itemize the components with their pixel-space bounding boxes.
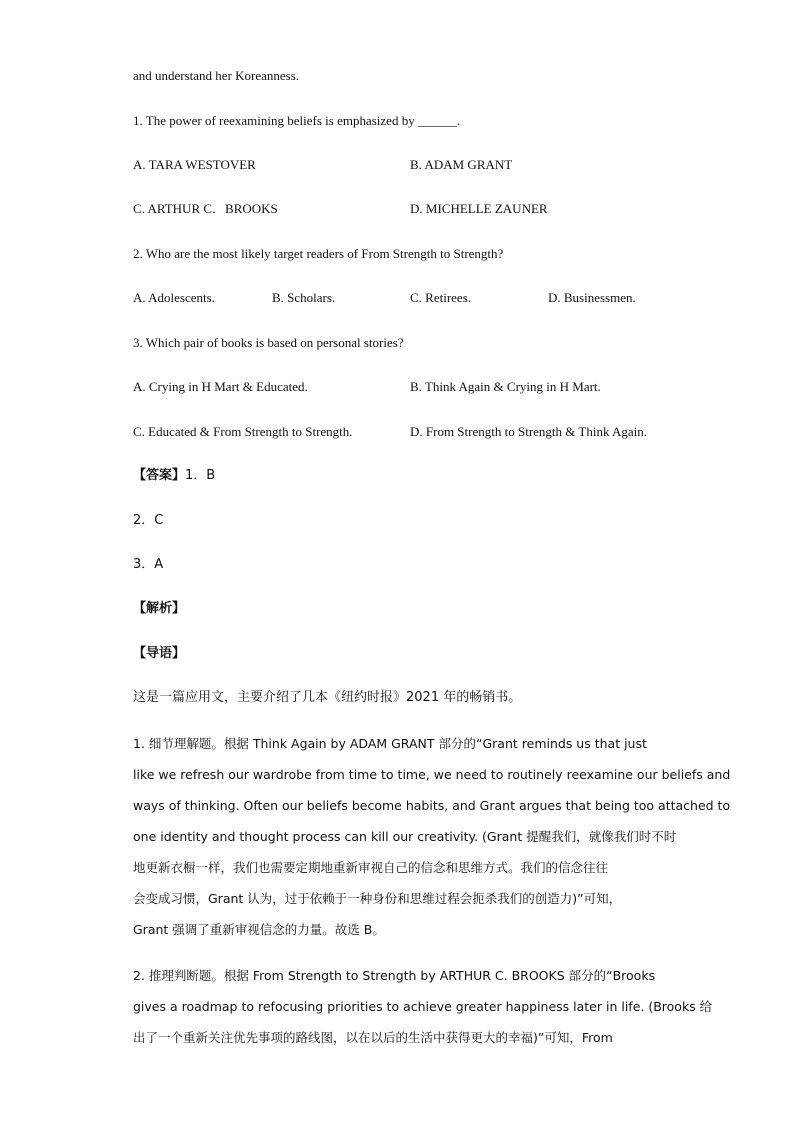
explanation-1-line: ways of thinking. Often our beliefs become habits, and Grant argues that being too attached to: [133, 798, 731, 813]
explanation-1-line: one identity and thought process can kill our creativity. (Grant 提醒我们，就像我们时不时: [133, 829, 677, 844]
explanation-2-line: 出了一个重新关注优先事项的路线图，以在以后的生活中获得更大的幸福)”可知，From: [133, 1030, 613, 1045]
answer-1: 1．B: [185, 468, 216, 483]
guide-label: 【导语】: [133, 646, 186, 661]
question-3-option-c: C. Educated & From Strength to Strength.: [133, 424, 353, 439]
question-3-option-d: D. From Strength to Strength & Think Again.: [410, 424, 648, 439]
question-3-option-a: A. Crying in H Mart & Educated.: [133, 379, 308, 394]
answer-label: 【答案】: [133, 468, 186, 483]
analysis-label: 【解析】: [133, 601, 186, 616]
question-2-stem: 2. Who are the most likely target readers of From Strength to Strength?: [133, 246, 504, 261]
explanation-1: [133, 735, 731, 952]
answer-2: 2．C: [133, 513, 164, 528]
explanation-1-line: like we refresh our wardrobe from time to time, we need to routinely reexamine our beliefs and: [133, 767, 731, 782]
explanation-2: [133, 967, 713, 1060]
answer-3: 3．A: [133, 557, 164, 572]
question-3-option-b: B. Think Again & Crying in H Mart.: [410, 379, 601, 394]
explanation-1-line: 1. 细节理解题。根据 Think Again by ADAM GRANT 部分的“Grant reminds us that just: [133, 736, 647, 751]
question-1-stem: 1. The power of reexamining beliefs is emphasized by ______.: [133, 113, 461, 128]
explanation-1-line: Grant 强调了重新审视信念的力量。故选 B。: [133, 922, 385, 937]
question-2-option-a: A. Adolescents.: [133, 290, 215, 305]
question-3-stem: 3. Which pair of books is based on personal stories?: [133, 335, 404, 350]
question-1-option-b: B. ADAM GRANT: [410, 157, 513, 172]
explanation-2-line: 2. 推理判断题。根据 From Strength to Strength by ARTHUR C. BROOKS 部分的“Brooks: [133, 968, 656, 983]
explanation-2-line: gives a roadmap to refocusing priorities to achieve greater happiness later in life. (Brooks 给: [133, 999, 713, 1014]
guide-text: 这是一篇应用文，主要介绍了几本《纽约时报》2021 年的畅销书。: [133, 690, 522, 705]
question-2-option-b: B. Scholars.: [272, 290, 336, 305]
intro-tail: and understand her Koreanness.: [133, 68, 300, 83]
question-1-option-c: C. ARTHUR C．BROOKS: [133, 201, 278, 216]
explanation-1-line: 会变成习惯，Grant 认为，过于依赖于一种身份和思维过程会扼杀我们的创造力)”可知，: [133, 891, 622, 906]
explanation-1-line: 地更新衣橱一样，我们也需要定期地重新审视自己的信念和思维方式。我们的信念往往: [133, 860, 609, 875]
question-1-option-d: D. MICHELLE ZAUNER: [410, 201, 548, 216]
question-2-option-c: C. Retirees.: [410, 290, 472, 305]
question-1-option-a: A. TARA WESTOVER: [133, 157, 256, 172]
answer-section: [133, 467, 215, 485]
question-2-option-d: D. Businessmen.: [548, 290, 636, 305]
